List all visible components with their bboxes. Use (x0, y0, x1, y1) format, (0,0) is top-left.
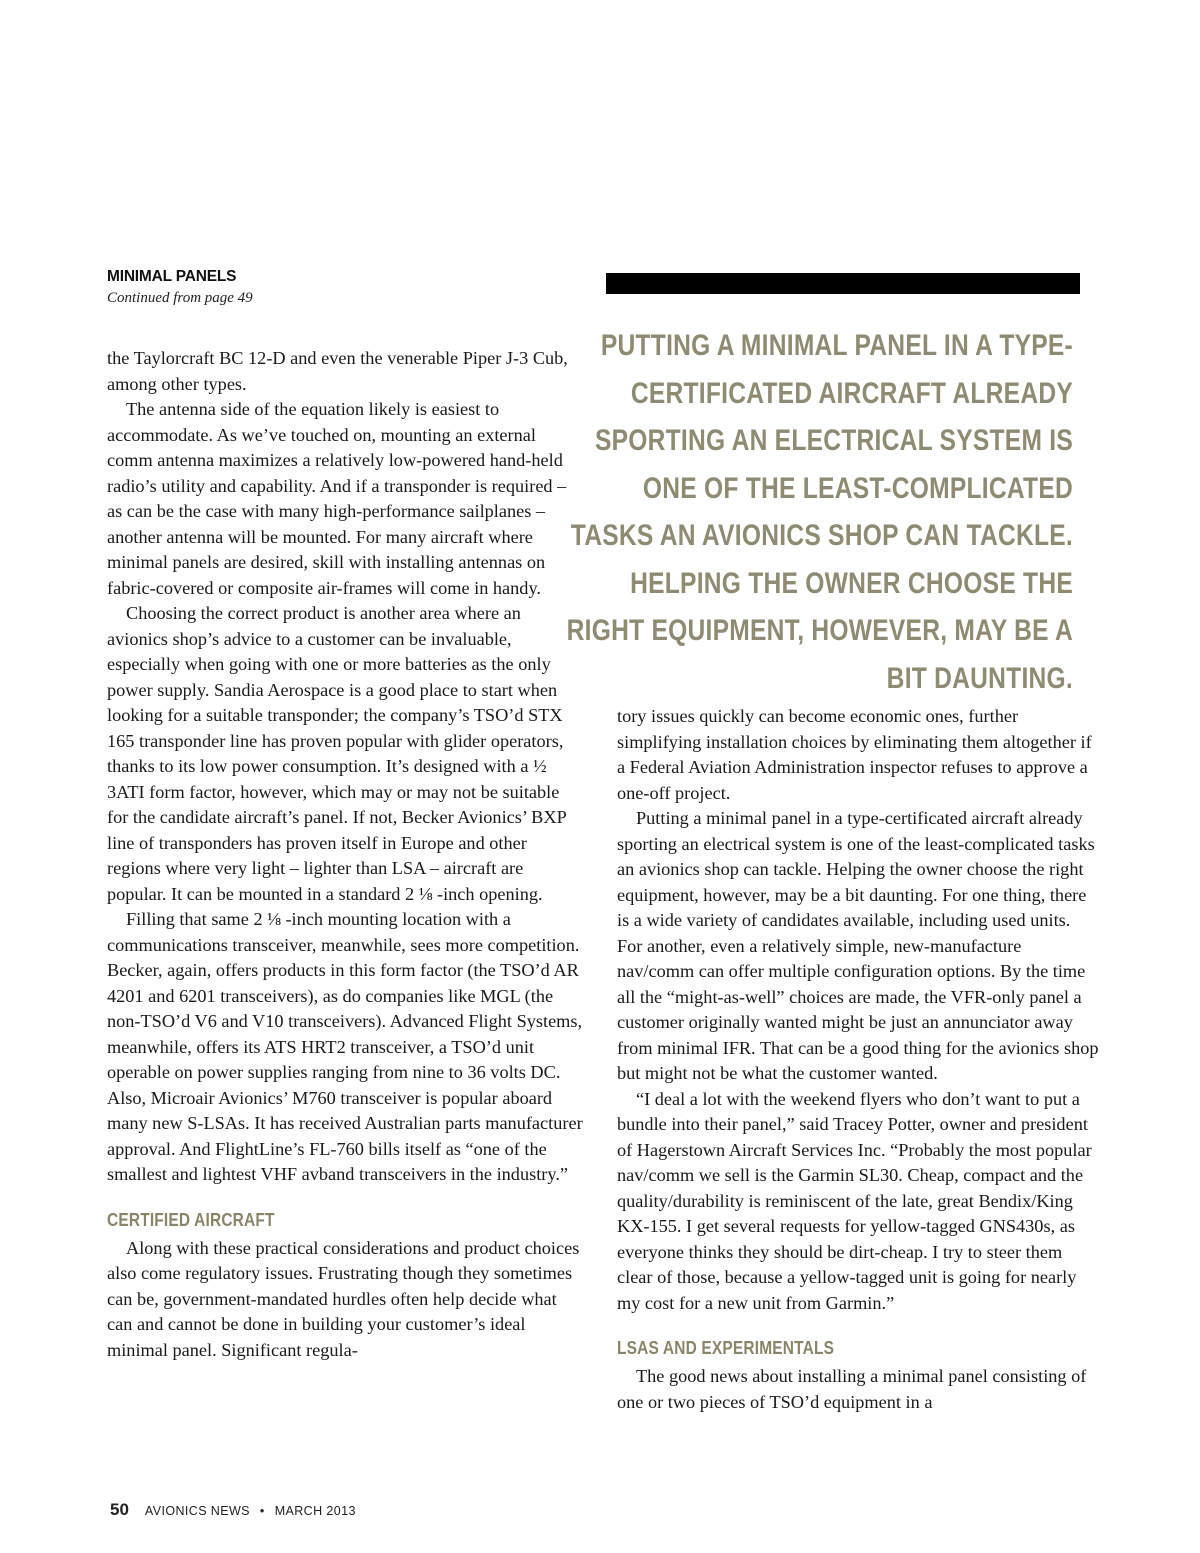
page-number: 50 (110, 1500, 129, 1519)
subheading-certified-aircraft: CERTIFIED AIRCRAFT (107, 1209, 275, 1230)
paragraph: Filling that same 2 ⅛ -inch mounting location with a communications transceiver, meanwhile, sees more competition. Becker, again, offers products in this form factor (the TSO’d AR 4201 and 6201 transceivers), as do companies like MGL (the non-TSO’d V6 and V10 transceivers). Advanced Flight Systems, meanwhile, offers its ATS HRT2 transceiver, a TSO’d unit operable on power supplies ranging from nine to 36 volts DC. Also, Microair Avionics’ M760 transceiver is popular aboard many new S-LSAs. It has received Australian parts manufacturer approval. And FlightLine’s FL-760 bills itself as “one of the smallest and lightest VHF avband transceivers in the industry.” (107, 909, 583, 1184)
paragraph: Choosing the correct product is another area where an avionics shop’s advice to a customer can be invaluable, especially when going with one or more batteries as the only power supply. Sandia Aerospace is a good place to start when looking for a suitable transponder; the company’s TSO’d STX 165 transponder line has proven popular with glider operators, thanks to its low power consumption. It’s designed with a ½ 3ATI form factor, however, which may or may not be suitable for the candidate aircraft’s panel. If not, Becker Avionics’ BXP line of transponders has proven itself in Europe and other regions where very light – lighter than LSA – aircraft are popular. It can be mounted in a standard 2 ⅛ -inch opening. (107, 603, 567, 904)
pull-quote (560, 322, 1180, 702)
paragraph: The good news about installing a minimal panel consisting of one or two pieces of TSO’d equipment in a (617, 1366, 1087, 1412)
pull-quote-bar (606, 273, 1080, 294)
pull-quote-text: PUTTING A MINIMAL PANEL IN A TYPE-CERTIFICATED AIRCRAFT ALREADY SPORTING AN ELECTRICAL SYSTEM IS ONE OF THE LEAST-COMPLICATED TASKS AN AVIONICS SHOP CAN TACKLE. HELPING THE OWNER CHOOSE THE RIGHT EQUIPMENT, HOWEVER, MAY BE A BIT DAUNTING. (566, 329, 1073, 695)
paragraph: tory issues quickly can become economic ones, further simplifying installation choices by eliminating them altogether if a Federal Aviation Administration inspector refuses to approve a one-off project. (617, 706, 1092, 803)
issue-date: MARCH 2013 (274, 1504, 356, 1518)
left-column (107, 346, 585, 1363)
section-label: MINIMAL PANELS (107, 268, 237, 285)
paragraph: Putting a minimal panel in a type-certificated aircraft already sporting an electrical system is one of the least-complicated tasks an avionics shop can tackle. Helping the owner choose the right equipment, however, may be a bit daunting. For one thing, there is a wide variety of candidates available, including used units. For another, even a relatively simple, new-manufacture nav/comm can offer multiple configuration options. By the time all the “might-as-well” choices are made, the VFR-only panel a customer originally wanted might be just an annunciator away from minimal IFR. That can be a good thing for the avionics shop but might not be what the customer wanted. (617, 808, 1099, 1083)
right-column (617, 704, 1099, 1415)
publication-name: AVIONICS NEWS (144, 1504, 250, 1518)
footer-separator: • (259, 1504, 265, 1518)
paragraph: the Taylorcraft BC 12-D and even the venerable Piper J-3 Cub, among other types. (107, 348, 568, 394)
continued-note: Continued from page 49 (107, 290, 253, 306)
paragraph: The antenna side of the equation likely is easiest to accommodate. As we’ve touched on, mounting an external comm antenna maximizes a relatively low-powered hand-held radio’s utility and capability. And if a transponder is required – as can be the case with many high-performance sailplanes – another antenna will be mounted. For many aircraft where minimal panels are desired, skill with installing antennas on fabric-covered or composite air-frames will come in handy. (107, 399, 567, 598)
subheading-lsas-experimentals: LSAS AND EXPERIMENTALS (617, 1338, 835, 1358)
paragraph: “I deal a lot with the weekend flyers who don’t want to put a bundle into their panel,” said Tracey Potter, owner and president of Hagerstown Aircraft Services Inc. “Probably the most popular nav/comm we sell is the Garmin SL30. Cheap, compact and the quality/durability is reminiscent of the late, great Bendix/King KX-155. I get several requests for yellow-tagged GNS430s, as everyone thinks they should be dirt-cheap. I try to steer them clear of those, because a yellow-tagged unit is going for nearly my cost for a new unit from Garmin.” (617, 1088, 1092, 1313)
page-footer (110, 1500, 356, 1520)
paragraph: Along with these practical considerations and product choices also come regulatory issues. Frustrating though they sometimes can be, government-mandated hurdles often help decide what can and cannot be done in building your customer’s ideal minimal panel. Significant regula- (107, 1237, 580, 1360)
